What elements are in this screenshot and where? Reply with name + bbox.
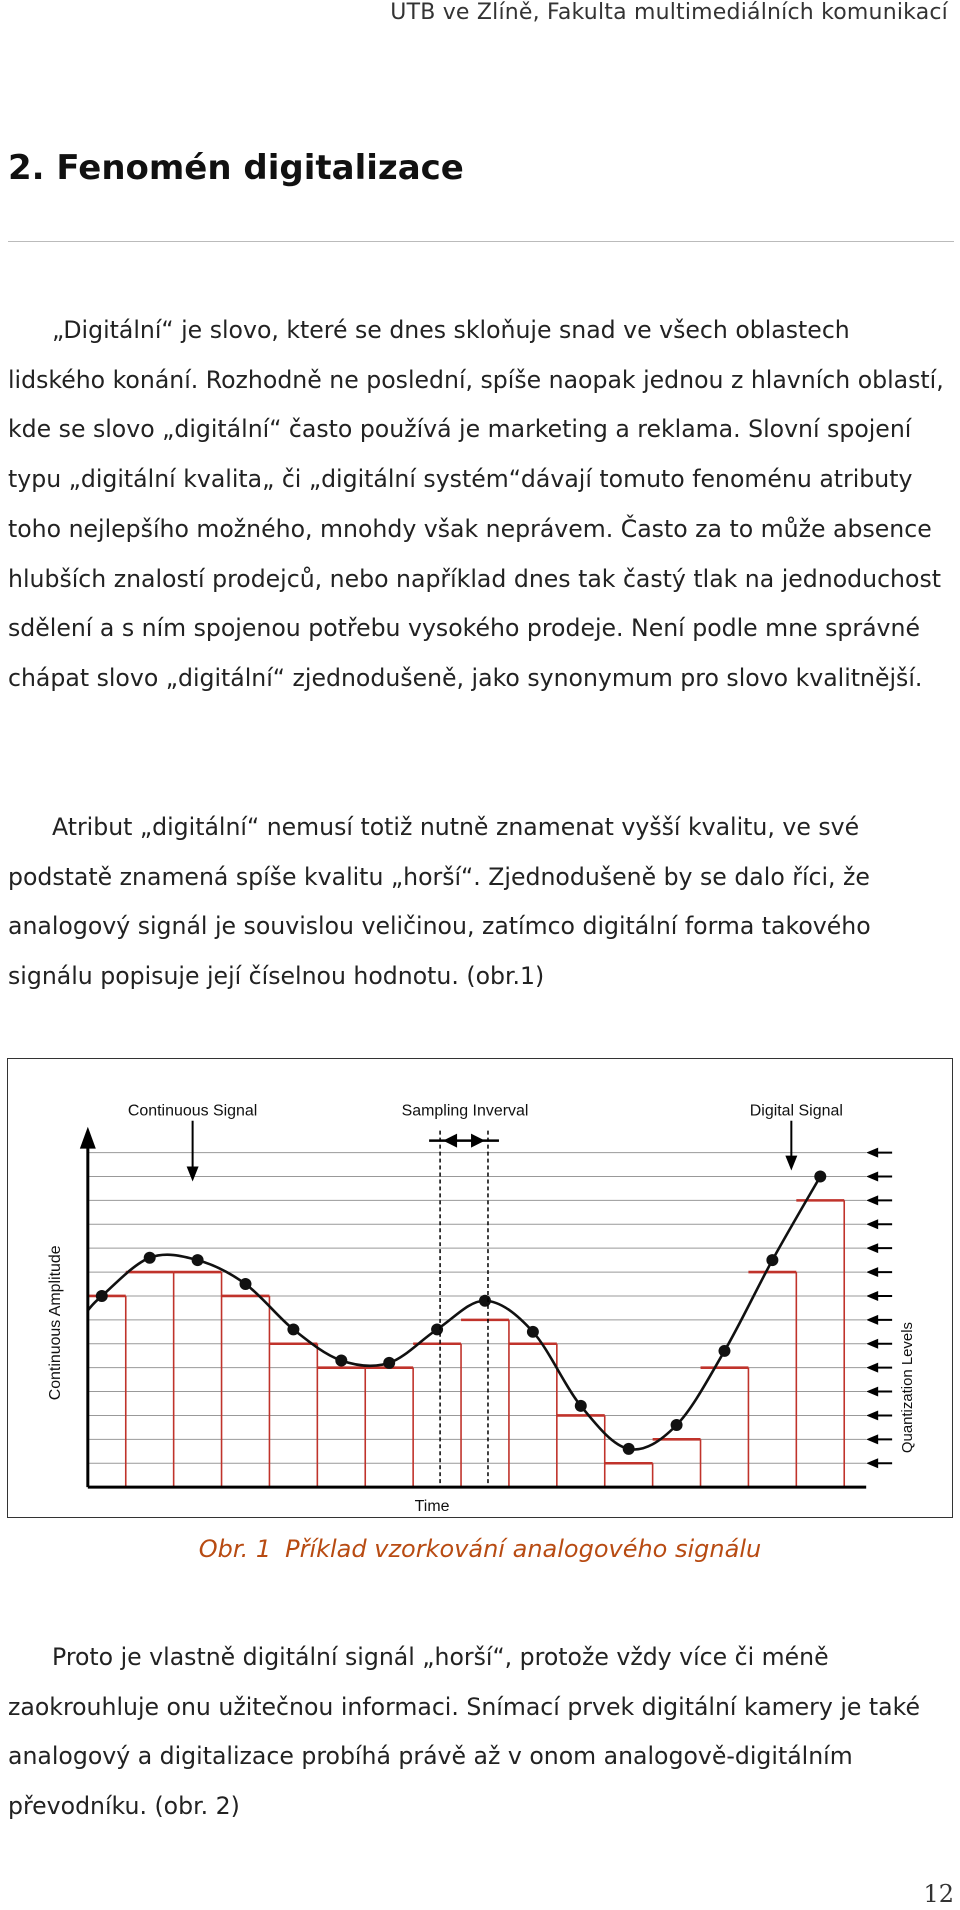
caption-number: Obr. 1 [198, 1535, 272, 1563]
quantization-level-arrowhead [866, 1458, 878, 1468]
quantization-level-arrowhead [866, 1219, 878, 1229]
sample-point [192, 1254, 204, 1266]
digital-pointer-arrow [785, 1156, 797, 1171]
quantization-level-arrowhead [866, 1291, 878, 1301]
paragraph-2: Atribut „digitální“ nemusí totiž nutně znamenat vyšší kvalitu, ve své podstatě znamená spíše kvalitu „horší“. Zjednodušeně by se dalo říci, že analogový signál je souvislou veličinou, zatímco digitální forma takového signálu popisuje její číselnou hodnotu. (obr.1) [8, 813, 871, 991]
sample-point [527, 1326, 539, 1338]
sample-point [623, 1443, 635, 1455]
sample-point [479, 1295, 491, 1307]
sampling-figure [7, 1058, 953, 1518]
quantization-level-arrowhead [866, 1410, 878, 1420]
sample-point [287, 1323, 299, 1335]
quantization-level-arrowhead [866, 1339, 878, 1349]
y-axis-arrow [80, 1127, 96, 1149]
sample-point [431, 1323, 443, 1335]
quantization-level-arrowhead [866, 1195, 878, 1205]
right-axis-label: Quantization Levels [899, 1322, 917, 1454]
quantization-level-arrowhead [866, 1363, 878, 1373]
caption-text: Příklad vzorkování analogového signálu [285, 1535, 762, 1563]
continuous-pointer-arrow [187, 1167, 199, 1182]
paragraph-3: Proto je vlastně digitální signál „horší“, protože vždy více či méně zaokrouhluje onu užitečnou informaci. Snímací prvek digitální kamery je také analogový a digitalizace probíhá právě až v onom analogově-digitálním převodníku. (obr. 2) [8, 1643, 920, 1821]
header-divider [8, 241, 954, 242]
quantization-level-arrowhead [866, 1267, 878, 1277]
sampling-interval-label: Sampling Inverval [401, 1102, 529, 1120]
sample-point [575, 1400, 587, 1412]
sampling-chart [8, 1059, 952, 1517]
digital-signal-label: Digital Signal [749, 1102, 843, 1120]
running-header: UTB ve Zlíně, Fakulta multimediálních komunikací [390, 0, 948, 25]
sampling-arrow-left-head [443, 1134, 457, 1148]
sampling-arrow-right-head [471, 1134, 485, 1148]
sample-point [335, 1355, 347, 1367]
y-axis-label: Continuous Amplitude [46, 1245, 64, 1401]
sample-point [96, 1290, 108, 1302]
quantization-level-arrowhead [866, 1243, 878, 1253]
sample-point [766, 1254, 778, 1266]
sample-point [671, 1419, 683, 1431]
quantization-level-arrowhead [866, 1387, 878, 1397]
sample-point [383, 1357, 395, 1369]
paragraph-1: „Digitální“ je slovo, které se dnes skloňuje snad ve všech oblastech lidského konání. Rozhodně ne poslední, spíše naopak jednou z hlavních oblastí, kde se slovo „digitální“ často používá je marketing a reklama. Slovní spojení typu „digitální kvalita„ či „digitální systém“dávají tomuto fenoménu atributy toho nejlepšího možného, mnohdy však neprávem. Často za to může absence hlubších znalostí prodejců, nebo například dnes tak častý tlak na jednoduchost sdělení a s ním spojenou potřebu vysokého prodeje. Není podle mne správné chápat slovo „digitální“ zjednodušeně, jako synonymum pro slovo kvalitnější. [8, 316, 944, 692]
sample-point [814, 1171, 826, 1183]
analog-signal-curve [88, 1176, 820, 1449]
quantization-level-arrowhead [866, 1315, 878, 1325]
chapter-title: 2. Fenomén digitalizace [8, 148, 464, 188]
sample-point [144, 1252, 156, 1264]
continuous-signal-label: Continuous Signal [127, 1102, 258, 1120]
quantization-level-arrowhead [866, 1172, 878, 1182]
page-number: 12 [923, 1880, 954, 1908]
sample-point [718, 1345, 730, 1357]
sample-point [240, 1278, 252, 1290]
quantization-level-arrowhead [866, 1434, 878, 1444]
figure-caption [0, 1535, 960, 1563]
x-axis-label: Time [414, 1498, 450, 1516]
quantization-level-arrowhead [866, 1148, 878, 1158]
